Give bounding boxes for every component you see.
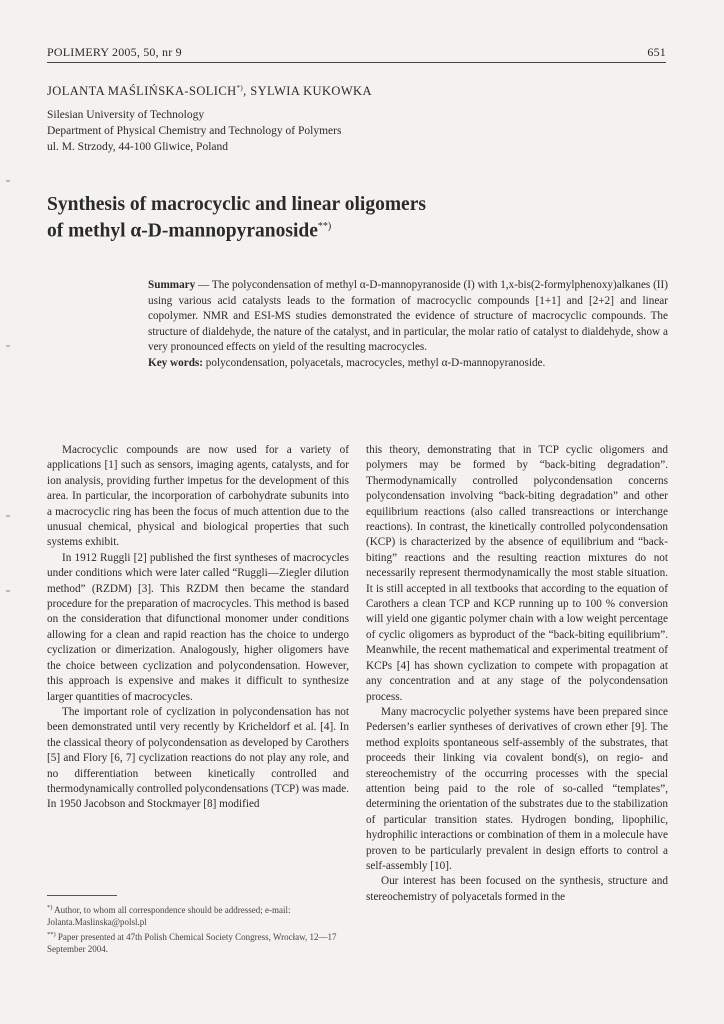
title-line-2: of methyl α-D-mannopyranoside**): [47, 220, 332, 242]
page-number: 651: [647, 45, 666, 59]
paragraph: Macrocyclic compounds are now used for a variety of applications [1] such as sensors, imaging agents, catalysts, and for ion analysis, providing further impetus for the development of this area. In particular, the incorporation of carbohydrate subunits into a macrocyclic ring has been the focus of much attention due to the unusual chemical, physical and biological properties that such systems exhibit.: [47, 444, 349, 549]
scan-mark: [6, 180, 10, 182]
paragraph: Our interest has been focused on the synthesis, structure and stereochemistry of polyacetals formed in the: [366, 875, 668, 903]
body-column-left: [47, 443, 349, 813]
affiliation-university: Silesian University of Technology: [47, 109, 205, 121]
summary-label: Summary: [148, 279, 196, 291]
footnote-rule: [47, 895, 117, 896]
header-rule: [47, 62, 666, 63]
footnote-2: **) Paper presented at 47th Polish Chemical Society Congress, Wrocław, 12—17 September 2004.: [47, 931, 337, 954]
paragraph: The important role of cyclization in polycondensation has not been demonstrated until very recently by Kricheldorf et al. [4]. In the classical theory of polycondensation as developed by Carothers [5] and Flory [6, 7] cyclization reactions do not play any role, and no differentiation between kinetically controlled and thermodynamically controlled polycondensations (TCP) was made. In 1950 Jacobson and Stockmayer [8] modified: [47, 705, 349, 811]
scan-mark: [6, 345, 10, 347]
journal-header: POLIMERY 2005, 50, nr 9: [47, 45, 182, 59]
footnotes: [47, 902, 349, 956]
keywords-text: polycondensation, polyacetals, macrocycles, methyl α-D-mannopyranoside.: [203, 356, 546, 369]
author-line: [47, 84, 372, 99]
affiliation-address: ul. M. Strzody, 44-100 Gliwice, Poland: [47, 141, 229, 153]
summary-text: — The polycondensation of methyl α-D-mannopyranoside (I) with 1,x-bis(2-formylphenoxy)alkanes (II) using various acid catalysts leads to the formation of macrocyclic compounds [1+1] and [2+2] and linear copolymer. NMR and ESI-MS studies demonstrated the evidence of structure of macrocyclic compounds. The structure of dialdehyde, the nature of the catalyst, and in particular, the molar ratio of catalyst to dialdehyde, show a very pronounced effects on yield of the resulting macrocycles.: [148, 279, 668, 354]
summary-block: [148, 278, 668, 372]
paragraph: In 1912 Ruggli [2] published the first syntheses of macrocycles under conditions which were later called “Ruggli—Ziegler dilution method” (RZDM) [3]. This RZDM then became the standard procedure for the preparation of macrocycles. This method is based on the consideration that difunctional monomer under conditions allowing for a clean and rapid reaction has the choice to undergo cyclization or dimerization. Analogously, higher oligomers have the choice between cyclization and polycondensation. However, this approach is expensive and makes it difficult to synthesize larger quantities of macrocycles.: [47, 551, 349, 703]
scan-mark: [6, 590, 10, 592]
keywords-label: Key words:: [148, 356, 203, 369]
body-column-right: [366, 443, 668, 905]
footnote-1: *) Author, to whom all correspondence should be addressed; e-mail: Jolanta.Maslinska@polsl.pl: [47, 904, 291, 927]
title-mark: **): [317, 221, 332, 232]
title-line-1: Synthesis of macrocyclic and linear oligomers: [47, 194, 426, 215]
author-1: JOLANTA MAŚLIŃSKA-SOLICH: [47, 84, 237, 99]
author-separator: ,: [243, 84, 251, 99]
affiliation-department: Department of Physical Chemistry and Technology of Polymers: [47, 125, 342, 137]
affiliation: [47, 107, 341, 155]
paragraph: this theory, demonstrating that in TCP cyclic oligomers and polymers may be formed by “back-biting degradation”. Thermodynamically controlled polycondensation concerns polycondensation involving “back-biting degradation” and other equilibrium reactions (also called transreactions or interchange reactions). In contrast, the kinetically controlled polycondensation (KCP) is characterized by the absence of equilibrium and “back-biting” reactions and the resulting reaction mixtures do not necessarily represent thermodynamically the most stable situation. It is still accepted in all textbooks that according to the equation of Carothers a clean TCP and KCP running up to 100 % conversion will yield one gigantic polymer chain with a low weight percentage of cyclic oligomers as byproduct of the “back-biting equilibrium”. Meanwhile, the recent mathematical and experimental treatment of KCPs [4] has shown cyclization to compete with propagation at any concentration and at any stage of the polycondensation process.: [366, 444, 668, 703]
paper-title: [47, 194, 517, 243]
paragraph: Many macrocyclic polyether systems have been prepared since Pedersen’s earlier syntheses of derivatives of crown ether [9]. The method exploits spontaneous self-assembly of the substrates, that proceeds their linking via covalent bond(s), on regio- and stereochemistry of the occurring processes with the special attention being paid to the role of so-called “templates”, determining the orientation of the substrates due to the stabilization of particular transition states. Hydrogen bonding, lipophilic, hydrophilic interactions or combination of them in a molecule have proven to be particularly prevalent in design efforts to control a self-assembly [10].: [366, 705, 668, 872]
scan-mark: [6, 515, 10, 517]
author-2: SYLWIA KUKOWKA: [250, 84, 372, 99]
author-1-mark: *): [236, 84, 244, 92]
